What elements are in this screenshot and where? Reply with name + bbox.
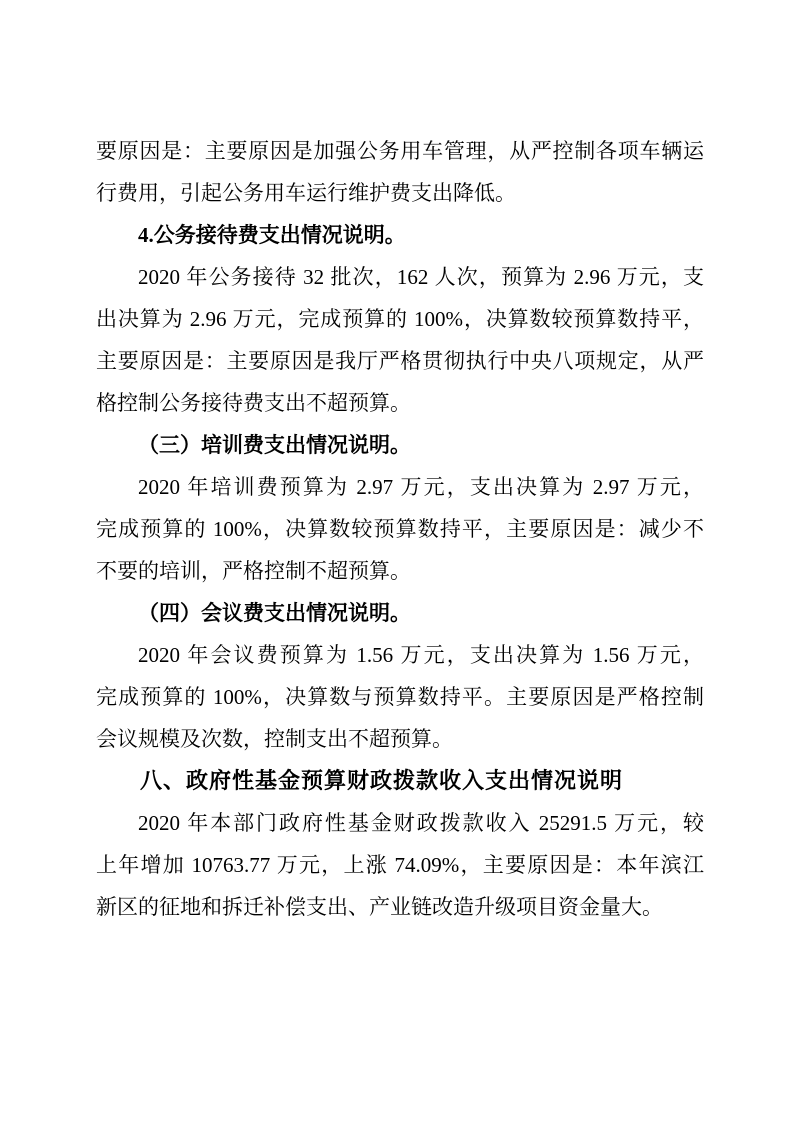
paragraph-line: 主要原因是：主要原因是我厅严格贯彻执行中央八项规定，从严 — [96, 349, 704, 373]
document-content — [96, 130, 704, 928]
paragraph-line: 2020 年本部门政府性基金财政拨款收入 25291.5 万元，较 — [138, 811, 704, 835]
section-heading: （三）培训费支出情况说明。 — [138, 433, 411, 457]
paragraph-line: 出决算为 2.96 万元，完成预算的 100%，决算数较预算数持平， — [96, 307, 704, 331]
paragraph-line: 行费用，引起公务用车运行维护费支出降低。 — [96, 181, 516, 205]
paragraph-line: 新区的征地和拆迁补偿支出、产业链改造升级项目资金量大。 — [96, 895, 663, 919]
paragraph-line: 2020 年培训费预算为 2.97 万元，支出决算为 2.97 万元， — [138, 475, 704, 499]
section-heading: 八、政府性基金预算财政拨款收入支出情况说明 — [140, 768, 624, 793]
paragraph-line: 会议规模及次数，控制支出不超预算。 — [96, 727, 453, 751]
paragraph-line: 2020 年会议费预算为 1.56 万元，支出决算为 1.56 万元， — [138, 643, 704, 667]
paragraph-line: 完成预算的 100%，决算数较预算数持平，主要原因是：减少不 — [96, 517, 704, 541]
paragraph-line: 上年增加 10763.77 万元，上涨 74.09%，主要原因是：本年滨江 — [96, 853, 704, 877]
paragraph-line: 2020 年公务接待 32 批次，162 人次，预算为 2.96 万元，支 — [138, 265, 704, 289]
paragraph-line: 要原因是：主要原因是加强公务用车管理，从严控制各项车辆运 — [96, 139, 704, 163]
section-heading: （四）会议费支出情况说明。 — [138, 601, 411, 625]
paragraph-line: 完成预算的 100%，决算数与预算数持平。主要原因是严格控制 — [96, 685, 704, 709]
paragraph-line: 格控制公务接待费支出不超预算。 — [96, 391, 411, 415]
paragraph-line: 不要的培训，严格控制不超预算。 — [96, 559, 411, 583]
section-heading: 4.公务接待费支出情况说明。 — [138, 223, 406, 247]
